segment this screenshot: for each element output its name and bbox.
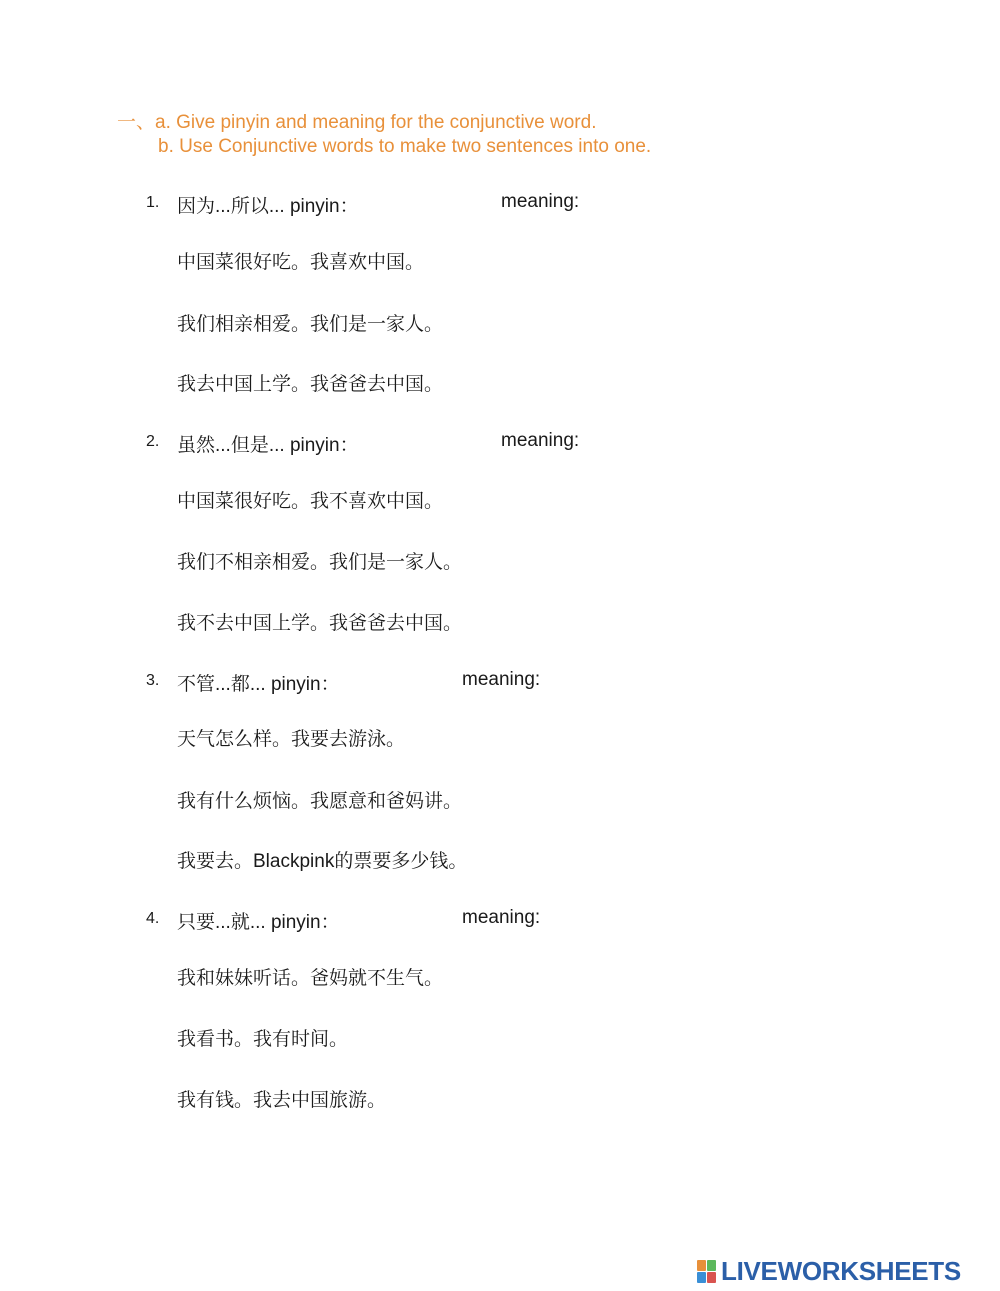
sentence: 我有钱。我去中国旅游。	[177, 1090, 387, 1111]
logo-square	[707, 1260, 716, 1271]
logo-square	[707, 1272, 716, 1283]
question-number: 1.	[146, 194, 160, 211]
question-4-header	[146, 907, 746, 931]
sentence: 我们相亲相爱。我们是一家人。	[177, 314, 444, 335]
question-keyword: 只要...就... pinyin：	[177, 912, 340, 933]
sentence: 我不去中国上学。我爸爸去中国。	[177, 613, 463, 634]
sentence: 我们不相亲相爱。我们是一家人。	[177, 552, 463, 573]
sentence: 我去中国上学。我爸爸去中国。	[177, 374, 444, 395]
meaning-label: meaning:	[462, 907, 541, 928]
meaning-label: meaning:	[462, 669, 541, 690]
sentence: 我看书。我有时间。	[177, 1029, 349, 1050]
question-number: 3.	[146, 672, 160, 689]
sentence: 天气怎么样。我要去游泳。	[177, 729, 406, 750]
question-keyword: 不管...都... pinyin：	[177, 674, 340, 695]
instruction-line-b: b. Use Conjunctive words to make two sentences into one.	[158, 136, 652, 157]
question-number: 4.	[146, 910, 160, 927]
logo-mark-icon	[697, 1260, 716, 1283]
instruction-line-a: 一、a. Give pinyin and meaning for the conjunctive word.	[117, 112, 597, 133]
sentence: 中国菜很好吃。我喜欢中国。	[177, 252, 425, 273]
sentence: 我要去。Blackpink的票要多少钱。	[177, 851, 468, 872]
question-3-header	[146, 669, 746, 693]
logo-square	[697, 1260, 706, 1271]
sentence: 中国菜很好吃。我不喜欢中国。	[177, 491, 444, 512]
meaning-label: meaning:	[501, 191, 580, 212]
liveworksheets-logo	[697, 1254, 961, 1288]
question-keyword: 因为...所以... pinyin：	[177, 196, 359, 217]
sentence: 我和妹妹听话。爸妈就不生气。	[177, 968, 444, 989]
logo-square	[697, 1272, 706, 1283]
sentence: 我有什么烦恼。我愿意和爸妈讲。	[177, 791, 463, 812]
question-number: 2.	[146, 433, 160, 450]
meaning-label: meaning:	[501, 430, 580, 451]
logo-text: LIVEWORKSHEETS	[721, 1255, 961, 1286]
question-keyword: 虽然...但是... pinyin：	[177, 435, 359, 456]
question-2-header	[146, 430, 746, 454]
question-1-header	[146, 191, 746, 215]
